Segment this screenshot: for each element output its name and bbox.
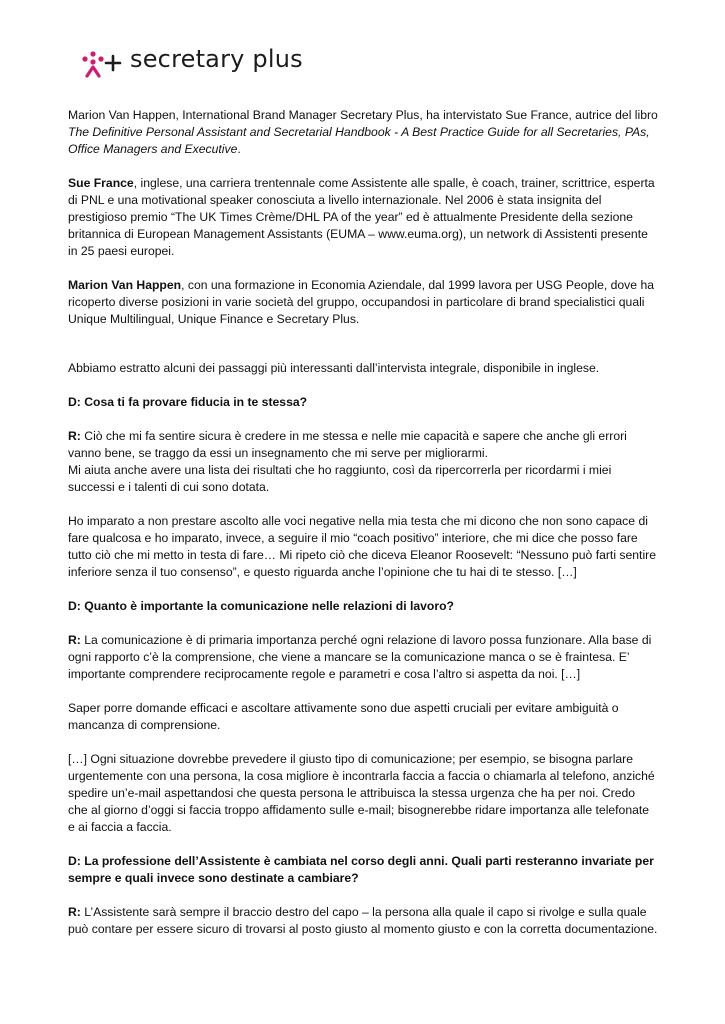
text-run: . (237, 142, 241, 156)
paragraph-intro (68, 107, 658, 158)
text-run: […] Ogni situazione dovrebbe prevedere il giusto tipo di comunicazione; per esempio, se bisogna parlare urgentemente con una persona, la cosa migliore è incontrarla faccia a faccia o chiamarla al telefono, anziché spedire un’e-mail aspettandosi che questa persona le attribuisca la stessa urgenza che ha per noi. Credo che al giorno d’oggi si faccia troppo affidamento sulle e-mail; bisognerebbe ridare importanza alle telefonate e ai faccia a faccia. (68, 752, 655, 834)
text-run: L’Assistente sarà sempre il braccio destro del capo – la persona alla quale il capo si rivolge e sulla quale può contare per essere sicuro di trovarsi al posto giusto al momento giusto e con la corretta documentazione. (68, 905, 658, 936)
text-run: , con una formazione in Economia Aziendale, dal 1999 lavora per USG People, dove ha ricoperto diverse posizioni in varie società del gruppo, occupandosi in particolare di brand specialistici quali Unique Multilingual, Unique Finance e Secretary Plus. (68, 278, 654, 326)
text-run: , inglese, una carriera trentennale come Assistente alle spalle, è coach, trainer, scrittrice, esperta di PNL e una motivational speaker conosciuta a livello internazionale. Nel 2006 è stata insignita del prestigioso premio “The UK Times Crème/DHL PA of the year” ed è attualmente Presidente della sezione britannica di European Management Assistants (EUMA – www.euma.org), un network di Assistenti presente in 25 paesi europei. (68, 176, 655, 258)
paragraph-a2c (68, 751, 658, 836)
text-run: R: (68, 633, 81, 647)
text-run: Ciò che mi fa sentire sicura è credere in me stessa e nelle mie capacità e sapere che anche gli errori vanno bene, se traggo da essi un insegnamento che mi serve per migliorarmi. (68, 429, 627, 460)
text-run: R: (68, 429, 81, 443)
text-run: Saper porre domande efficaci e ascoltare attivamente sono due aspetti cruciali per evitare ambiguità o mancanza di comprensione. (68, 701, 619, 732)
logo-mark-icon (80, 50, 126, 80)
text-run: Mi aiuta anche avere una lista dei risultati che ho raggiunto, così da ripercorrerla per ricordarmi i miei successi e i talenti di cui sono dotata. (68, 463, 612, 494)
text-run: D: La professione dell’Assistente è cambiata nel corso degli anni. Quali parti resteranno invariate per sempre e quali invece sono destinate a cambiare? (68, 854, 654, 885)
paragraph-q3 (68, 853, 658, 887)
text-run: R: (68, 905, 81, 919)
logo-wordmark: secretary plus (130, 45, 303, 73)
paragraph-q2 (68, 598, 658, 615)
text-run: La comunicazione è di primaria importanza perché ogni relazione di lavoro possa funzionare. Alla base di ogni rapporto c’è la comprensione, che viene a mancare se la comunicazione manca o se è fraintesa. E’ importante comprendere reciprocamente regole e parametri e cosa l’altro si aspetta da noi. […] (68, 633, 652, 681)
paragraph-a3 (68, 904, 658, 938)
text-run: Sue France (68, 176, 134, 190)
secretary-plus-logo (80, 44, 320, 84)
text-run: The Definitive Personal Assistant and Secretarial Handbook - A Best Practice Guide for all Secretaries, PAs, Office Managers and Executive (68, 125, 650, 156)
text-run: Ho imparato a non prestare ascolto alle voci negative nella mia testa che mi dicono che non sono capace di fare qualcosa e ho imparato, invece, a seguire il mio “coach positivo” interiore, che mi dice che posso fare tutto ciò che mi metto in testa di fare… Mi ripeto ciò che diceva Eleanor Roosevelt: “Nessuno può farti sentire inferiore senza il tuo consenso”, e questo riguarda anche l’opinione che tu hai di te stesso. […] (68, 514, 656, 579)
paragraph-bio-marion (68, 277, 658, 328)
paragraph-a2 (68, 632, 658, 683)
text-run: Abbiamo estratto alcuni dei passaggi più interessanti dall’intervista integrale, disponibile in inglese. (68, 361, 600, 375)
text-run: D: Cosa ti fa provare fiducia in te stessa? (68, 395, 308, 409)
text-run: Marion Van Happen (68, 278, 182, 292)
text-run: Marion Van Happen, International Brand Manager Secretary Plus, ha intervistato Sue France, autrice del libro (68, 108, 658, 122)
paragraph-bio-sue (68, 175, 658, 260)
paragraph-a1b (68, 513, 658, 581)
interview-article (68, 107, 658, 955)
paragraph-a1 (68, 428, 658, 496)
text-run: D: Quanto è importante la comunicazione nelle relazioni di lavoro? (68, 599, 455, 613)
paragraph-q1 (68, 394, 658, 411)
paragraph-extract (68, 360, 658, 377)
paragraph-a2b (68, 700, 658, 734)
